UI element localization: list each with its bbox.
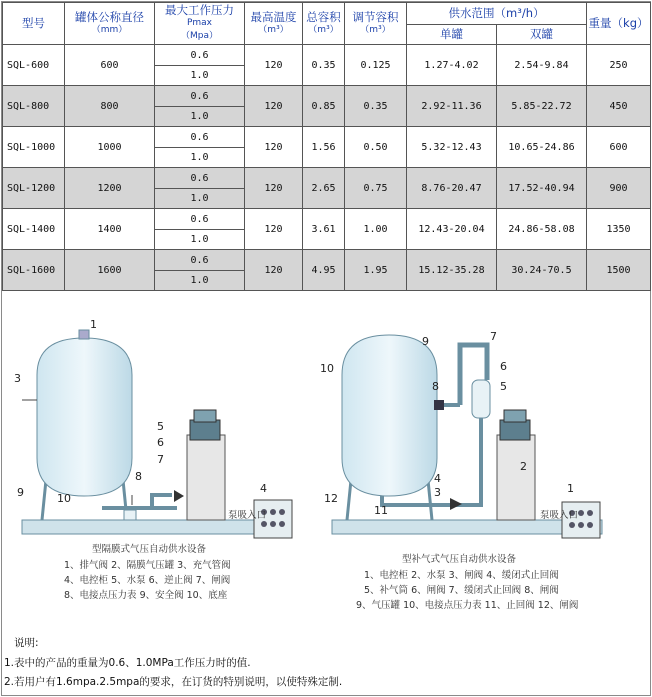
right-legend-3: 9、气压罐 10、电接点压力表 11、止回阀 12、闸阀: [356, 600, 579, 611]
note-2: 2.若用户有1.6mpa.2.5mpa的要求，在订货的特别说明，以使特殊定制.: [4, 676, 343, 688]
header-weight: 重量（kg）: [587, 3, 651, 45]
right-title: 型补气式气压自动供水设备: [402, 554, 517, 565]
cell-total-volume: 0.35: [303, 45, 345, 86]
table-row: [3, 127, 651, 148]
right-label-2: 2: [520, 460, 527, 473]
left-label-9: 9: [17, 486, 24, 499]
cell-pressure-low: 0.6: [155, 250, 245, 271]
cell-pressure-low: 0.6: [155, 45, 245, 66]
cell-single: 5.32-12.43: [407, 127, 497, 168]
cell-temp: 120: [245, 168, 303, 209]
cell-model: SQL-1600: [3, 250, 65, 291]
left-check-valve: [174, 490, 184, 502]
cell-model: SQL-600: [3, 45, 65, 86]
table-row: [3, 209, 651, 230]
cell-temp: 120: [245, 45, 303, 86]
cell-temp: 120: [245, 127, 303, 168]
cell-total-volume: 1.56: [303, 127, 345, 168]
left-air-valve: [79, 330, 89, 339]
cell-diameter: 1000: [65, 127, 155, 168]
right-legend-2: 5、补气筒 6、闸阀 7、缓闭式止回阀 8、闸阀: [364, 585, 559, 596]
right-legend-1: 1、电控柜 2、水泵 3、闸阀 4、缓闭式止回阀: [364, 570, 559, 581]
note-1: 1.表中的产品的重量为0.6、1.0MPa工作压力时的值.: [4, 656, 251, 669]
cell-weight: 1350: [587, 209, 651, 250]
right-label-6: 6: [500, 360, 507, 373]
cell-pressure-high: 1.0: [155, 107, 245, 127]
cell-adjust-volume: 0.50: [345, 127, 407, 168]
cell-single: 2.92-11.36: [407, 86, 497, 127]
right-label-5: 5: [500, 380, 507, 393]
cell-model: SQL-1200: [3, 168, 65, 209]
right-air-cylinder: [472, 380, 490, 418]
cell-double: 2.54-9.84: [497, 45, 587, 86]
left-label-1: 1: [90, 318, 97, 331]
table-header: [3, 3, 651, 45]
cell-pressure-low: 0.6: [155, 127, 245, 148]
cell-total-volume: 3.61: [303, 209, 345, 250]
right-label-11: 11: [374, 504, 388, 517]
cell-pressure-low: 0.6: [155, 168, 245, 189]
left-label-10: 10: [57, 492, 71, 505]
left-label-6: 6: [157, 436, 164, 449]
header-total-volume: 总容积 （m³）: [303, 3, 345, 45]
cell-weight: 600: [587, 127, 651, 168]
left-label-7: 7: [157, 453, 164, 466]
cell-diameter: 800: [65, 86, 155, 127]
cell-double: 17.52-40.94: [497, 168, 587, 209]
right-label-3: 3: [434, 486, 441, 499]
cell-adjust-volume: 0.125: [345, 45, 407, 86]
right-label-7: 7: [490, 330, 497, 343]
cell-double: 5.85-22.72: [497, 86, 587, 127]
right-check-valve: [450, 498, 462, 510]
header-supply: 供水范围（m³/h）: [407, 3, 587, 25]
left-motor: [190, 420, 220, 440]
left-diagram: [14, 318, 292, 601]
left-base: [22, 520, 262, 534]
cell-diameter: 1600: [65, 250, 155, 291]
cell-pressure-low: 0.6: [155, 86, 245, 107]
right-label-4: 4: [434, 472, 441, 485]
header-double: 双罐: [497, 25, 587, 45]
cell-temp: 120: [245, 86, 303, 127]
right-label-8: 8: [432, 380, 439, 393]
cell-weight: 1500: [587, 250, 651, 291]
cell-single: 1.27-4.02: [407, 45, 497, 86]
cell-adjust-volume: 1.95: [345, 250, 407, 291]
cell-total-volume: 0.85: [303, 86, 345, 127]
cell-weight: 250: [587, 45, 651, 86]
right-label-1: 1: [567, 482, 574, 495]
cell-adjust-volume: 1.00: [345, 209, 407, 250]
cell-pressure-high: 1.0: [155, 189, 245, 209]
cell-model: SQL-800: [3, 86, 65, 127]
cell-diameter: 600: [65, 45, 155, 86]
left-pressure-gauge: [124, 510, 136, 520]
table-row: [3, 250, 651, 271]
header-model: 型号: [3, 3, 65, 45]
right-motor: [500, 420, 530, 440]
table-row: [3, 45, 651, 66]
cell-single: 12.43-20.04: [407, 209, 497, 250]
left-title: 型隔膜式气压自动供水设备: [92, 544, 207, 555]
right-label-9: 9: [422, 335, 429, 348]
cell-temp: 120: [245, 250, 303, 291]
cell-weight: 450: [587, 86, 651, 127]
header-adjust-volume: 调节容积 （m³）: [345, 3, 407, 45]
cell-diameter: 1400: [65, 209, 155, 250]
notes: [2, 634, 650, 693]
cell-temp: 120: [245, 209, 303, 250]
left-label-5: 5: [157, 420, 164, 433]
table-body: [3, 45, 651, 291]
equipment-diagram: [2, 300, 650, 632]
right-pump: [497, 435, 535, 520]
header-temp: 最高温度 （m³）: [245, 3, 303, 45]
header-diameter: 罐体公称直径 （mm）: [65, 3, 155, 45]
cell-pressure-high: 1.0: [155, 148, 245, 168]
cell-single: 15.12-35.28: [407, 250, 497, 291]
cell-model: SQL-1400: [3, 209, 65, 250]
cell-adjust-volume: 0.35: [345, 86, 407, 127]
left-label-8: 8: [135, 470, 142, 483]
cell-model: SQL-1000: [3, 127, 65, 168]
right-label-12: 12: [324, 492, 338, 505]
cell-single: 8.76-20.47: [407, 168, 497, 209]
cell-double: 24.86-58.08: [497, 209, 587, 250]
cell-pressure-low: 0.6: [155, 209, 245, 230]
cell-total-volume: 4.95: [303, 250, 345, 291]
cell-pressure-high: 1.0: [155, 230, 245, 250]
page: [1, 1, 651, 696]
left-legend-2: 4、电控柜 5、水泵 6、逆止阀 7、闸阀: [64, 575, 231, 586]
left-label-4: 4: [260, 482, 267, 495]
right-label-10: 10: [320, 362, 334, 375]
header-single: 单罐: [407, 25, 497, 45]
cell-weight: 900: [587, 168, 651, 209]
left-legend-1: 1、排气阀 2、隔膜气压罐 3、充气管阀: [64, 560, 231, 571]
right-inlet: 泵吸入口: [540, 510, 579, 521]
cell-double: 30.24-70.5: [497, 250, 587, 291]
spec-table: [2, 2, 651, 291]
left-label-3: 3: [14, 372, 21, 385]
left-pressure-tank: [37, 338, 132, 496]
cell-pressure-high: 1.0: [155, 66, 245, 86]
cell-total-volume: 2.65: [303, 168, 345, 209]
table-row: [3, 168, 651, 189]
cell-pressure-high: 1.0: [155, 271, 245, 291]
table-row: [3, 86, 651, 107]
cell-double: 10.65-24.86: [497, 127, 587, 168]
notes-heading: 说明:: [14, 637, 39, 649]
left-pump: [187, 435, 225, 520]
cell-diameter: 1200: [65, 168, 155, 209]
right-diagram: [320, 330, 602, 611]
header-pressure: 最大工作压力 Pmax （Mpa）: [155, 3, 245, 45]
right-gate-valve: [434, 400, 444, 410]
left-legend-3: 8、电接点压力表 9、安全阀 10、底座: [64, 590, 228, 601]
left-inlet: 泵吸入口: [228, 510, 267, 521]
right-pressure-tank: [342, 335, 437, 496]
cell-adjust-volume: 0.75: [345, 168, 407, 209]
